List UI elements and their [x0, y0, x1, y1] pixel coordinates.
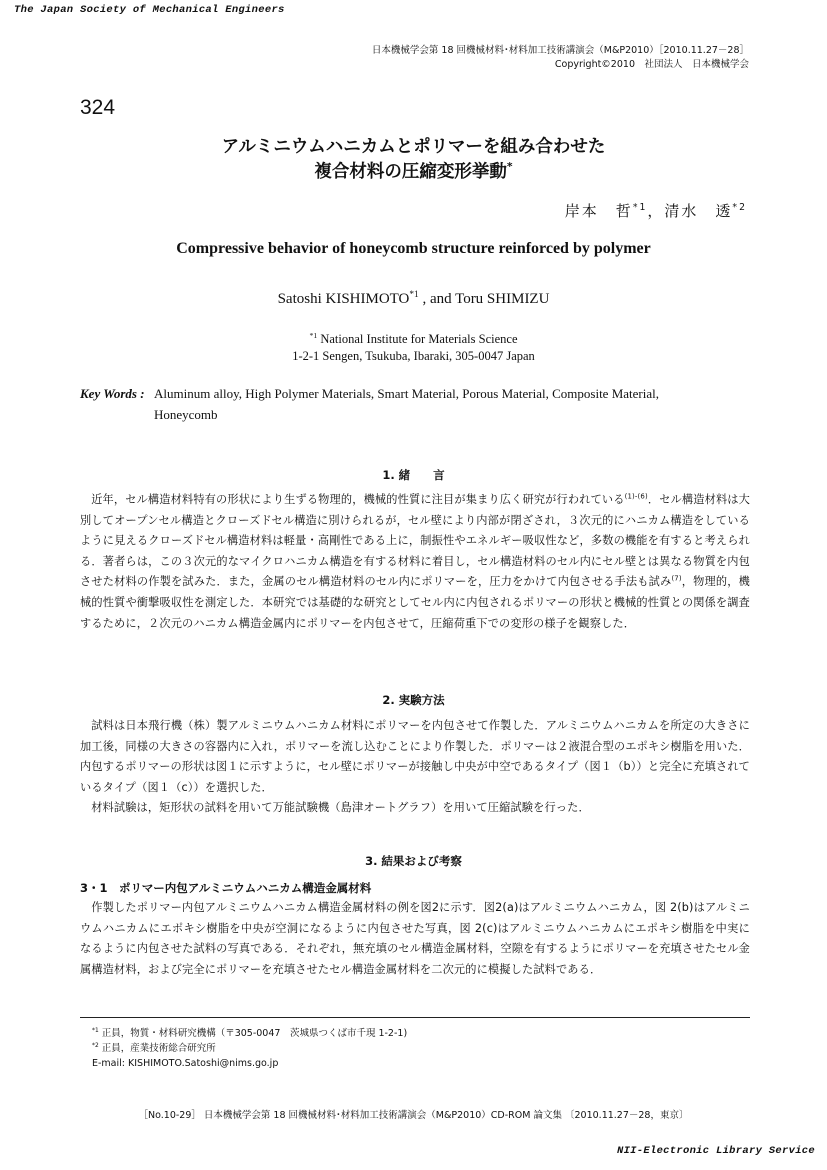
section1-paragraph	[80, 490, 750, 634]
title-jp-line2: 複合材料の圧縮変形挙動	[314, 162, 507, 182]
library-service-footer: NII-Electronic Library Service	[616, 1145, 815, 1157]
footnote-rule	[80, 1017, 750, 1018]
section2-body	[80, 716, 750, 819]
authors-japanese	[565, 200, 747, 221]
conference-info	[372, 44, 749, 72]
section3-1-heading: 3・1 ポリマー内包アルミニウムハニカム構造金属材料	[80, 881, 372, 895]
keywords-value: Aluminum alloy, High Polymer Materials, Smart Material, Porous Material, Composite Material, Honeycomb	[154, 386, 659, 422]
title-japanese	[0, 135, 827, 185]
section1-text-b: ．セル構造材料は大別してオープンセル構造とクローズドセル構造に別けられるが，セル壁により内部が閉ざされ，３次元的にハニカム構造をしているように見えるクローズドセル構造材料は軽量・高剛性である上に，制振性やエネルギー吸収性など，多数の機能を有すると考えられる．著者らは，この３次元的なマイクロハニカム構造を有する材料に着目し，セル構造材料のセル内にセル壁とは異なる物質を内包させた材料の作製を試みた．また，金属のセル構造材料のセル内にポリマーを，圧力をかけて内包させる手法も試み	[80, 493, 750, 589]
keywords-label: Key Words :	[80, 386, 145, 401]
title-jp-line1: アルミニウムハニカムとポリマーを組み合わせた	[221, 137, 606, 157]
footnote-2	[92, 1041, 407, 1056]
author2-jp-mark: *2	[732, 202, 747, 213]
section2-heading: 2. 実験方法	[382, 693, 445, 707]
affiliation-line1-wrap	[0, 331, 827, 348]
footnote-1-text: 正員，物質・材料研究機構（〒305-0047 茨城県つくば市千現 1-2-1)	[98, 1028, 408, 1039]
section3-heading: 3. 結果および考察	[365, 854, 462, 868]
affiliation-line1: National Institute for Materials Science	[317, 332, 518, 346]
section2-paragraph2: 材料試験は，矩形状の試料を用いて万能試験機（島津オートグラフ）を用いて圧縮試験を行った．	[91, 801, 590, 815]
copyright-line: Copyright©2010 社団法人 日本機械学会	[554, 59, 749, 70]
author-separator: ，	[647, 202, 665, 220]
author2-jp: 清水 透	[664, 202, 733, 220]
section1-text-c: ，物理的，機械的性質や衝撃吸収性を測定した．本研究では基礎的な研究としてセル内に内包されるポリマーの形状と機械的性質との関係を調査するために，２次元のハニカム構造金属内にポリマーを内包させて，圧縮荷重下での変形の様子を観察した．	[80, 575, 750, 630]
authors-english	[0, 291, 827, 308]
section2-paragraph1: 試料は日本飛行機（株）製アルミニウムハニカム材料にポリマーを内包させて作製した．アルミニウムハニカムを所定の大きさに加工後，同様の大きさの容器内に入れ，ポリマーを流し込むことにより作製した．ポリマーは２液混合型のエポキシ樹脂を用いた．内包するポリマーの形状は図１に示すように，セル壁にポリマーが接触し中央が中空であるタイプ（図１（b））と完全に充填されているタイプ（図１（c））を選択した．	[80, 719, 750, 794]
conference-line: 日本機械学会第 18 回機械材料･材料加工技術講演会（M&P2010）［2010.11.27－28］	[371, 45, 749, 56]
author1-jp-mark: *1	[632, 202, 648, 213]
paper-number: 324	[80, 96, 116, 119]
proceedings-footer: ［No.10-29］ 日本機械学会第 18 回機械材料･材料加工技術講演会（M&P2010）CD-ROM 論文集 〔2010.11.27－28，東京〕	[138, 1110, 689, 1121]
footnote-1-mark: *1	[92, 1027, 99, 1034]
section1-text-a: 近年，セル構造材料特有の形状により生ずる物理的，機械的性質に注目が集まり広く研究が行われている	[91, 493, 625, 506]
footnotes	[92, 1026, 407, 1071]
title-jp-line2-wrap	[0, 160, 827, 185]
keywords	[80, 383, 720, 425]
section1-ref1: (1)-(6)	[624, 492, 648, 501]
footnote-2-mark: *2	[92, 1042, 99, 1049]
section1-ref2: (7)	[671, 574, 682, 583]
header-banner: The Japan Society of Mechanical Engineers	[14, 4, 285, 16]
title-footnote-mark: *	[506, 160, 513, 174]
author1-jp: 岸本 哲	[564, 202, 633, 220]
section1-body	[80, 490, 750, 634]
section3-body	[80, 898, 750, 980]
section1-heading: 1. 緒 言	[382, 468, 445, 482]
author1-en: Satoshi KISHIMOTO	[277, 291, 410, 307]
affiliation-line2: 1-2-1 Sengen, Tsukuba, Ibaraki, 305-0047 Japan	[292, 349, 535, 363]
footnote-1	[92, 1026, 407, 1041]
affiliation-mark: *1	[309, 330, 318, 340]
author1-en-mark: *1	[409, 290, 419, 300]
footnote-email: E-mail: KISHIMOTO.Satoshi@nims.go.jp	[92, 1058, 279, 1069]
title-english: Compressive behavior of honeycomb structure reinforced by polymer	[176, 240, 651, 257]
section3-paragraph1: 作製したポリマー内包アルミニウムハニカム構造金属材料の例を図2に示す．図2(a)はアルミニウムハニカム，図 2(b)はアルミニウムハニカムにエポキシ樹脂を中央が空洞になるように内包させた写真，図 2(c)はアルミニウムハニカムにエポキシ樹脂を中実になるように内包させた試料の写真である．それぞれ，無充填のセル構造金属材料，空隙を有するようにポリマーを充填させたセル金属構造材料，および完全にポリマーを充填させたセル構造金属材料を二次元的に模擬した試料である．	[80, 901, 750, 976]
footnote-2-text: 正員，産業技術総合研究所	[98, 1043, 216, 1054]
affiliation	[0, 331, 827, 365]
authors-en-rest: , and Toru SHIMIZU	[418, 291, 550, 307]
